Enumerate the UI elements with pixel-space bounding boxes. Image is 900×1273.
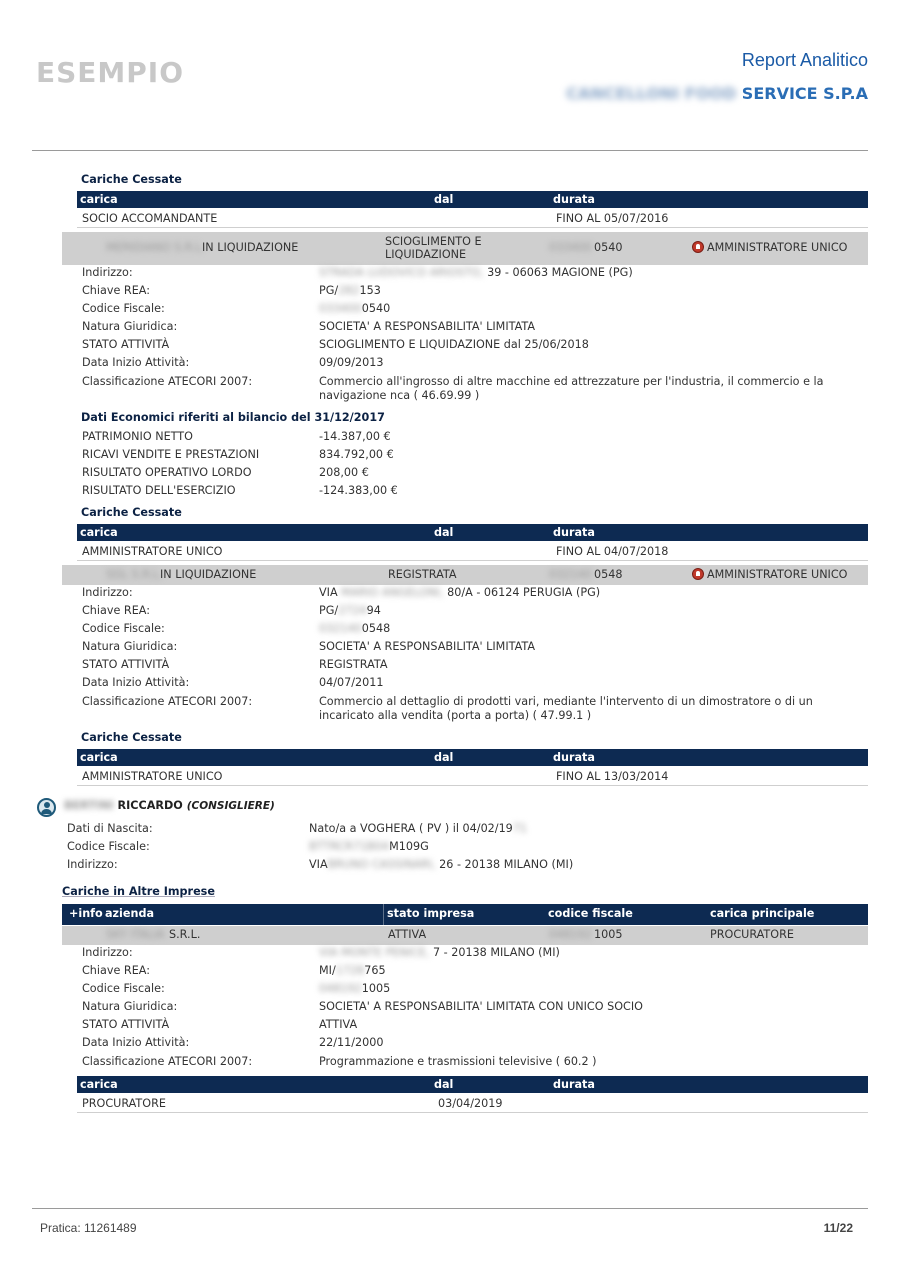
label-indirizzo: Indirizzo: bbox=[82, 586, 133, 599]
value-data-inizio: 22/11/2000 bbox=[319, 1036, 384, 1049]
value-indirizzo: STRADA LUDOVICO ARIOSTO, 39 - 06063 MAGIONE (PG) bbox=[319, 266, 633, 279]
value-stato: REGISTRATA bbox=[319, 658, 388, 671]
company-name-blurred: SGL S.R.L. bbox=[106, 568, 163, 581]
company-cf-suffix: 0548 bbox=[594, 568, 623, 581]
cessate-durata: FINO AL 05/07/2016 bbox=[556, 212, 669, 225]
label-natura: Natura Giuridica: bbox=[82, 320, 178, 333]
label-data-inizio: Data Inizio Attività: bbox=[82, 1036, 190, 1049]
admin-role-icon bbox=[692, 568, 704, 580]
value-rea: MI/1728765 bbox=[319, 964, 386, 977]
label-classificazione: Classificazione ATECORI 2007: bbox=[82, 375, 253, 388]
watermark: ESEMPIO bbox=[36, 56, 185, 89]
cessate-header-bar bbox=[77, 749, 868, 766]
company-name-blurred: CANCELLONI FOOD bbox=[566, 84, 737, 103]
report-title: Report Analitico bbox=[741, 50, 868, 70]
label-stato: STATO ATTIVITÀ bbox=[82, 338, 170, 351]
cessate-carica: SOCIO ACCOMANDANTE bbox=[82, 212, 218, 225]
altre-imprese-header-bar bbox=[62, 904, 868, 925]
label-classificazione: Classificazione ATECORI 2007: bbox=[82, 695, 253, 708]
company-stato: SCIOGLIMENTO E LIQUIDAZIONE bbox=[385, 235, 482, 261]
company-cf-blurred: 032140 bbox=[549, 568, 592, 581]
cessate-header-bar bbox=[77, 524, 868, 541]
value-cf: 0334000540 bbox=[319, 302, 391, 315]
cessate-header-bar bbox=[77, 191, 868, 208]
azienda-blurred: SKY ITALIA bbox=[106, 928, 165, 941]
section-title-cariche-cessate: Cariche Cessate bbox=[81, 506, 182, 519]
cessate-row bbox=[77, 543, 868, 561]
company-carica: AMMINISTRATORE UNICO bbox=[692, 568, 847, 581]
company-stato: REGISTRATA bbox=[388, 568, 457, 581]
label-indirizzo: Indirizzo: bbox=[67, 858, 118, 871]
col-azienda: azienda bbox=[105, 907, 155, 920]
value-natura: SOCIETA' A RESPONSABILITA' LIMITATA bbox=[319, 640, 535, 653]
company-cf-suffix: 0540 bbox=[594, 241, 623, 254]
col-durata: durata bbox=[553, 193, 595, 206]
eco-value: 834.792,00 € bbox=[319, 448, 394, 461]
value-classificazione: Commercio all'ingrosso di altre macchine ed attrezzature per l'industria, il commercio e la navigazione nca ( 46.69.99 ) bbox=[319, 375, 824, 402]
label-cf: Codice Fiscale: bbox=[82, 982, 165, 995]
label-rea: Chiave REA: bbox=[82, 964, 150, 977]
carica-row bbox=[77, 1095, 868, 1113]
azienda-suffix: S.R.L. bbox=[169, 928, 201, 941]
cessate-row bbox=[77, 768, 868, 786]
footer-divider bbox=[32, 1208, 868, 1209]
company-name-suffix: IN LIQUIDAZIONE bbox=[160, 568, 257, 581]
eco-label: PATRIMONIO NETTO bbox=[82, 430, 193, 443]
col-dal: dal bbox=[434, 751, 454, 764]
company-name bbox=[566, 84, 868, 103]
section-title-cariche-cessate: Cariche Cessate bbox=[81, 731, 182, 744]
value-nascita: Nato/a a VOGHERA ( PV ) il 04/02/1971 bbox=[309, 822, 528, 835]
company-name-suffix: IN LIQUIDAZIONE bbox=[202, 241, 299, 254]
eco-value: 208,00 € bbox=[319, 466, 369, 479]
value-cf: 0321400548 bbox=[319, 622, 391, 635]
azienda-cf-blurred: 048192 bbox=[549, 928, 592, 941]
col-carica-principale: carica principale bbox=[710, 907, 815, 920]
pratica-number: Pratica: 11261489 bbox=[40, 1221, 137, 1235]
carica-header-bar bbox=[77, 1076, 868, 1093]
azienda-carica: PROCURATORE bbox=[710, 928, 794, 941]
label-nascita: Dati di Nascita: bbox=[67, 822, 153, 835]
label-rea: Chiave REA: bbox=[82, 604, 150, 617]
person-name bbox=[64, 799, 275, 812]
label-natura: Natura Giuridica: bbox=[82, 1000, 178, 1013]
col-cf: codice fiscale bbox=[548, 907, 633, 920]
value-stato: ATTIVA bbox=[319, 1018, 358, 1031]
label-rea: Chiave REA: bbox=[82, 284, 150, 297]
value-natura: SOCIETA' A RESPONSABILITA' LIMITATA CON UNICO SOCIO bbox=[319, 1000, 643, 1013]
label-cf: Codice Fiscale: bbox=[82, 622, 165, 635]
company-row[interactable] bbox=[62, 232, 868, 265]
section-title-economici: Dati Economici riferiti al bilancio del 31/12/2017 bbox=[81, 411, 385, 424]
col-carica: carica bbox=[80, 193, 118, 206]
company-cf-blurred: 033400 bbox=[549, 241, 592, 254]
cessate-row bbox=[77, 210, 868, 228]
company-name-suffix: SERVICE S.P.A bbox=[741, 84, 868, 103]
label-stato: STATO ATTIVITÀ bbox=[82, 1018, 170, 1031]
col-durata: durata bbox=[553, 526, 595, 539]
person-first-name: RICCARDO bbox=[117, 799, 183, 812]
company-name-blurred: MERIDIANO S.R.L. bbox=[106, 241, 206, 254]
eco-label: RISULTATO OPERATIVO LORDO bbox=[82, 466, 252, 479]
col-stato: stato impresa bbox=[387, 907, 475, 920]
col-durata: durata bbox=[553, 751, 595, 764]
person-icon[interactable] bbox=[37, 798, 56, 817]
col-carica: carica bbox=[80, 526, 118, 539]
col-info: +info bbox=[69, 907, 103, 920]
label-indirizzo: Indirizzo: bbox=[82, 266, 133, 279]
value-classificazione: Programmazione e trasmissioni televisive ( 60.2 ) bbox=[319, 1055, 597, 1068]
label-classificazione: Classificazione ATECORI 2007: bbox=[82, 1055, 253, 1068]
col-dal: dal bbox=[434, 1078, 454, 1091]
value-indirizzo: VIA MONTE PENICE, 7 - 20138 MILANO (MI) bbox=[319, 946, 560, 959]
value-indirizzo: VIABRUNO CASSINARI, 26 - 20138 MILANO (MI) bbox=[309, 858, 574, 871]
label-indirizzo: Indirizzo: bbox=[82, 946, 133, 959]
cessate-carica: AMMINISTRATORE UNICO bbox=[82, 545, 223, 558]
value-rea: PG/282153 bbox=[319, 284, 381, 297]
eco-label: RICAVI VENDITE E PRESTAZIONI bbox=[82, 448, 260, 461]
col-carica: carica bbox=[80, 1078, 118, 1091]
cessate-durata: FINO AL 04/07/2018 bbox=[556, 545, 669, 558]
person-role: (CONSIGLIERE) bbox=[186, 800, 275, 812]
col-dal: dal bbox=[434, 526, 454, 539]
value-indirizzo: VIA MARIO ANGELONI, 80/A - 06124 PERUGIA (PG) bbox=[319, 586, 601, 599]
altre-imprese-row[interactable] bbox=[62, 926, 868, 945]
admin-role-icon bbox=[692, 241, 704, 253]
value-classificazione: Commercio al dettaglio di prodotti vari, mediante l'intervento di un dimostratore o di un incaricato alla vendita (porta a porta) ( 47.99.1 ) bbox=[319, 695, 813, 722]
cessate-carica: AMMINISTRATORE UNICO bbox=[82, 770, 223, 783]
label-natura: Natura Giuridica: bbox=[82, 640, 178, 653]
person-surname-blurred: BERTINI bbox=[64, 799, 114, 812]
label-data-inizio: Data Inizio Attività: bbox=[82, 356, 190, 369]
company-row[interactable] bbox=[62, 565, 868, 585]
value-natura: SOCIETA' A RESPONSABILITA' LIMITATA bbox=[319, 320, 535, 333]
col-dal: dal bbox=[434, 193, 454, 206]
col-carica: carica bbox=[80, 751, 118, 764]
header-divider bbox=[32, 150, 868, 151]
value-data-inizio: 04/07/2011 bbox=[319, 676, 384, 689]
eco-value: -14.387,00 € bbox=[319, 430, 391, 443]
eco-value: -124.383,00 € bbox=[319, 484, 398, 497]
section-title-cariche-cessate: Cariche Cessate bbox=[81, 173, 182, 186]
section-title-altre-imprese: Cariche in Altre Imprese bbox=[62, 885, 215, 898]
company-carica: AMMINISTRATORE UNICO bbox=[692, 241, 847, 254]
eco-label: RISULTATO DELL'ESERCIZIO bbox=[82, 484, 236, 497]
value-data-inizio: 09/09/2013 bbox=[319, 356, 384, 369]
value-rea: PG/272494 bbox=[319, 604, 381, 617]
label-cf: Codice Fiscale: bbox=[82, 302, 165, 315]
carica-value: PROCURATORE bbox=[82, 1097, 166, 1110]
cessate-durata: FINO AL 13/03/2014 bbox=[556, 770, 669, 783]
page-number: 11/22 bbox=[823, 1221, 853, 1235]
label-stato: STATO ATTIVITÀ bbox=[82, 658, 170, 671]
col-durata: durata bbox=[553, 1078, 595, 1091]
carica-dal: 03/04/2019 bbox=[438, 1097, 503, 1110]
label-cf: Codice Fiscale: bbox=[67, 840, 150, 853]
value-cf: 0481921005 bbox=[319, 982, 391, 995]
label-data-inizio: Data Inizio Attività: bbox=[82, 676, 190, 689]
azienda-stato: ATTIVA bbox=[388, 928, 427, 941]
value-stato: SCIOGLIMENTO E LIQUIDAZIONE dal 25/06/2018 bbox=[319, 338, 589, 351]
value-cf: BTTRCR71B04M109G bbox=[309, 840, 429, 853]
azienda-cf-suffix: 1005 bbox=[594, 928, 623, 941]
